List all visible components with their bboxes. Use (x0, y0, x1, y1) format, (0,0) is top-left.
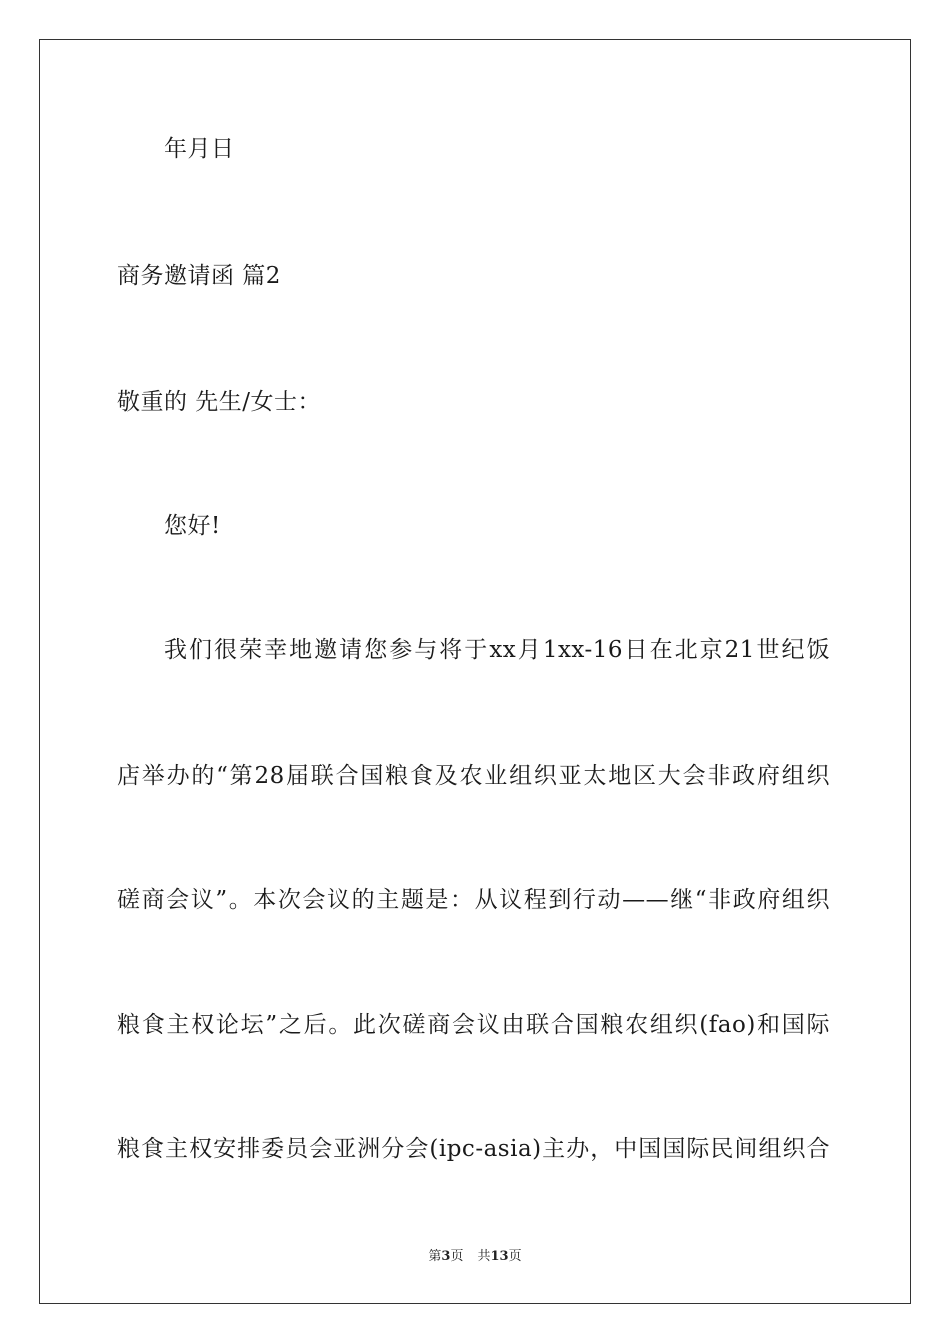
date-line: 年月日 (164, 136, 235, 162)
page-prefix: 第 (428, 1249, 442, 1264)
page-frame (39, 39, 911, 1304)
section-heading: 商务邀请函 篇2 (117, 263, 281, 289)
greeting: 您好! (164, 513, 221, 539)
paragraph-line-5: 粮食主权安排委员会亚洲分会(ipc-asia)主办，中国国际民间组织合 (117, 1136, 830, 1162)
page-suffix: 页 (450, 1249, 464, 1264)
paragraph-line-2: 店举办的“第28届联合国粮食及农业组织亚太地区大会非政府组织 (117, 763, 830, 789)
page-footer (0, 1248, 950, 1266)
paragraph-line-4: 粮食主权论坛”之后。此次磋商会议由联合国粮农组织(fao)和国际 (117, 1012, 830, 1038)
paragraph-line-3: 磋商会议”。本次会议的主题是：从议程到行动——继“非政府组织 (117, 887, 830, 913)
total-pages: 13 (490, 1249, 509, 1264)
salutation: 敬重的 先生/女士： (117, 389, 322, 415)
total-suffix: 页 (508, 1249, 522, 1264)
paragraph-line-1: 我们很荣幸地邀请您参与将于xx月1xx-16日在北京21世纪饭 (164, 637, 830, 663)
total-prefix: 共 (477, 1249, 491, 1264)
page-number: 3 (441, 1249, 451, 1264)
